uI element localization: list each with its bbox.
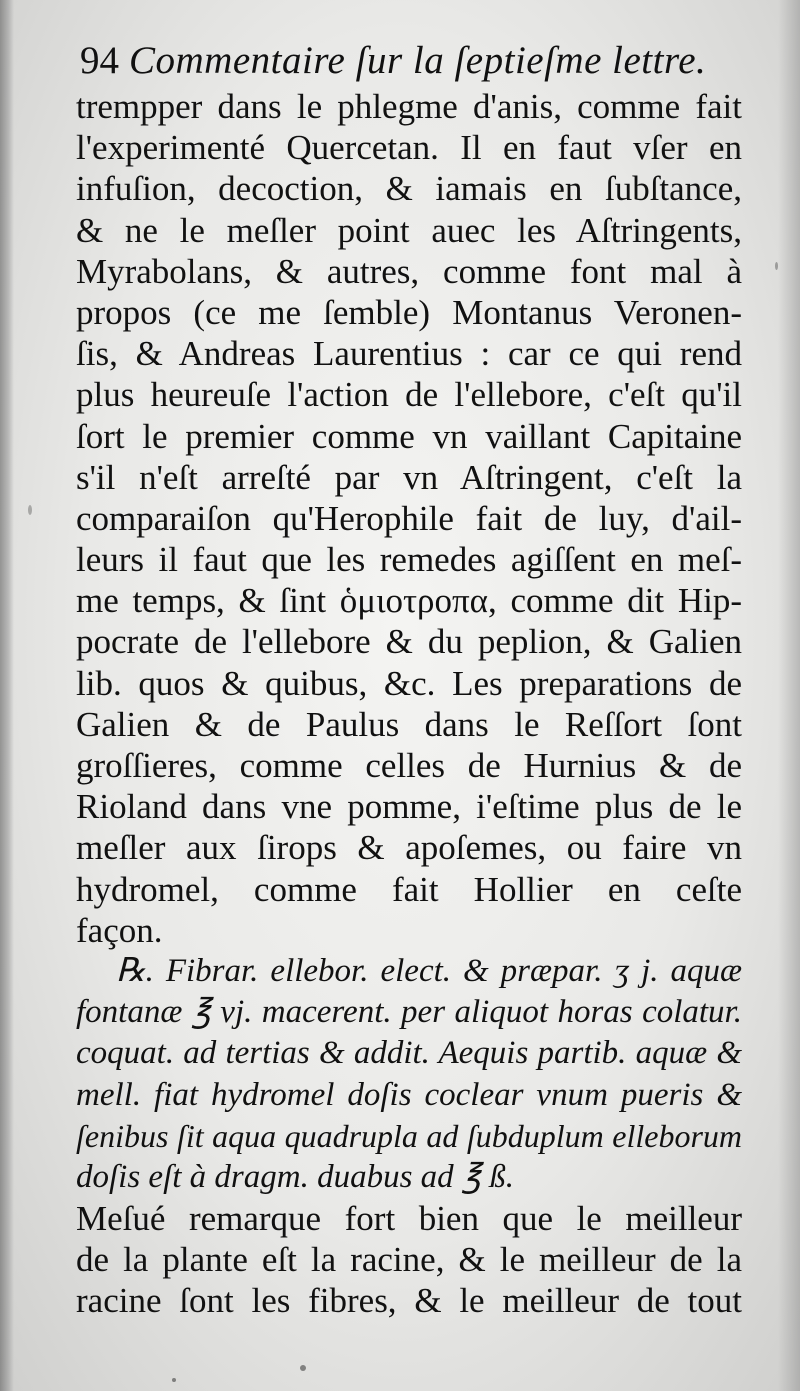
ink-speck (775, 262, 778, 270)
text-line: lib. quos & quibus, &c. Les preparations de (76, 663, 742, 703)
text-line: Rioland dans vne pomme, i'eſtime plus de le (76, 787, 742, 827)
text-line: racine ſont les fibres, & le meilleur de tout (76, 1281, 742, 1321)
recipe-line: mell. fiat hydromel doſis coclear vnum pueris & (76, 1076, 742, 1113)
text-line: leurs il faut que les remedes agiſſent en meſ- (76, 540, 742, 580)
text-line: hydromel, comme fait Hollier en ceſte (76, 869, 742, 909)
text-line: Meſué remarque fort bien que le meilleur (76, 1199, 742, 1239)
ink-speck (28, 505, 32, 515)
recipe-line: ſenibus ſit aqua quadrupla ad ſubduplum elleborum (76, 1117, 742, 1154)
text-line: de la plante eſt la racine, & le meilleur de la (76, 1240, 742, 1280)
text-line: comparaiſon qu'Herophile fait de luy, d'ail- (76, 498, 742, 538)
ink-speck (172, 1378, 176, 1382)
text-line: s'il n'eſt arreſté par vn Aſtringent, c'eſt la (76, 457, 742, 497)
page-header (80, 38, 750, 83)
text-line: me temps, & ſint ὁμιοτροπα, comme dit Hip- (76, 581, 742, 621)
text-line: façon. (76, 910, 163, 950)
text-line: ſort le premier comme vn vaillant Capitaine (76, 416, 742, 456)
text-line: ſis, & Andreas Laurentius : car ce qui rend (76, 334, 742, 374)
page-number: 94 (80, 39, 119, 82)
text-line: trempper dans le phlegme d'anis, comme fait (76, 87, 742, 126)
text-line: pocrate de l'ellebore & du peplion, & Galien (76, 622, 742, 662)
text-line: groſſieres, comme celles de Hurnius & de (76, 746, 742, 785)
text-line: infuſion, decoction, & iamais en ſubſtance, (76, 169, 742, 209)
body-text (76, 86, 742, 1322)
text-line: plus heureuſe l'action de l'ellebore, c'eſt qu'il (76, 375, 742, 415)
recipe-line: coquat. ad tertias & addit. Aequis partib. aquæ & (76, 1035, 742, 1072)
recipe-line: fontanæ ℥ vj. macerent. per aliquot horas colatur. (76, 994, 742, 1031)
text-line: meſler aux ſirops & apoſemes, ou faire vn (76, 828, 742, 868)
text-line: Galien & de Paulus dans le Reſſort ſont (76, 704, 742, 744)
recipe-line: doſis eſt à dragm. duabus ad ℥ ß. (76, 1158, 514, 1195)
text-line: l'experimenté Quercetan. Il en faut vſer en (76, 128, 742, 168)
text-line: propos (ce me ſemble) Montanus Veronen- (76, 292, 742, 332)
running-title: Commentaire ſur la ſeptieſme lettre. (129, 39, 707, 82)
recipe-line: ℞. Fibrar. ellebor. elect. & præpar. ʒ j. aquæ (116, 952, 742, 989)
text-line: & ne le meſler point auec les Aſtringents, (76, 210, 742, 250)
text-line: Myrabolans, & autres, comme font mal à (76, 251, 742, 291)
ink-speck (300, 1365, 306, 1371)
